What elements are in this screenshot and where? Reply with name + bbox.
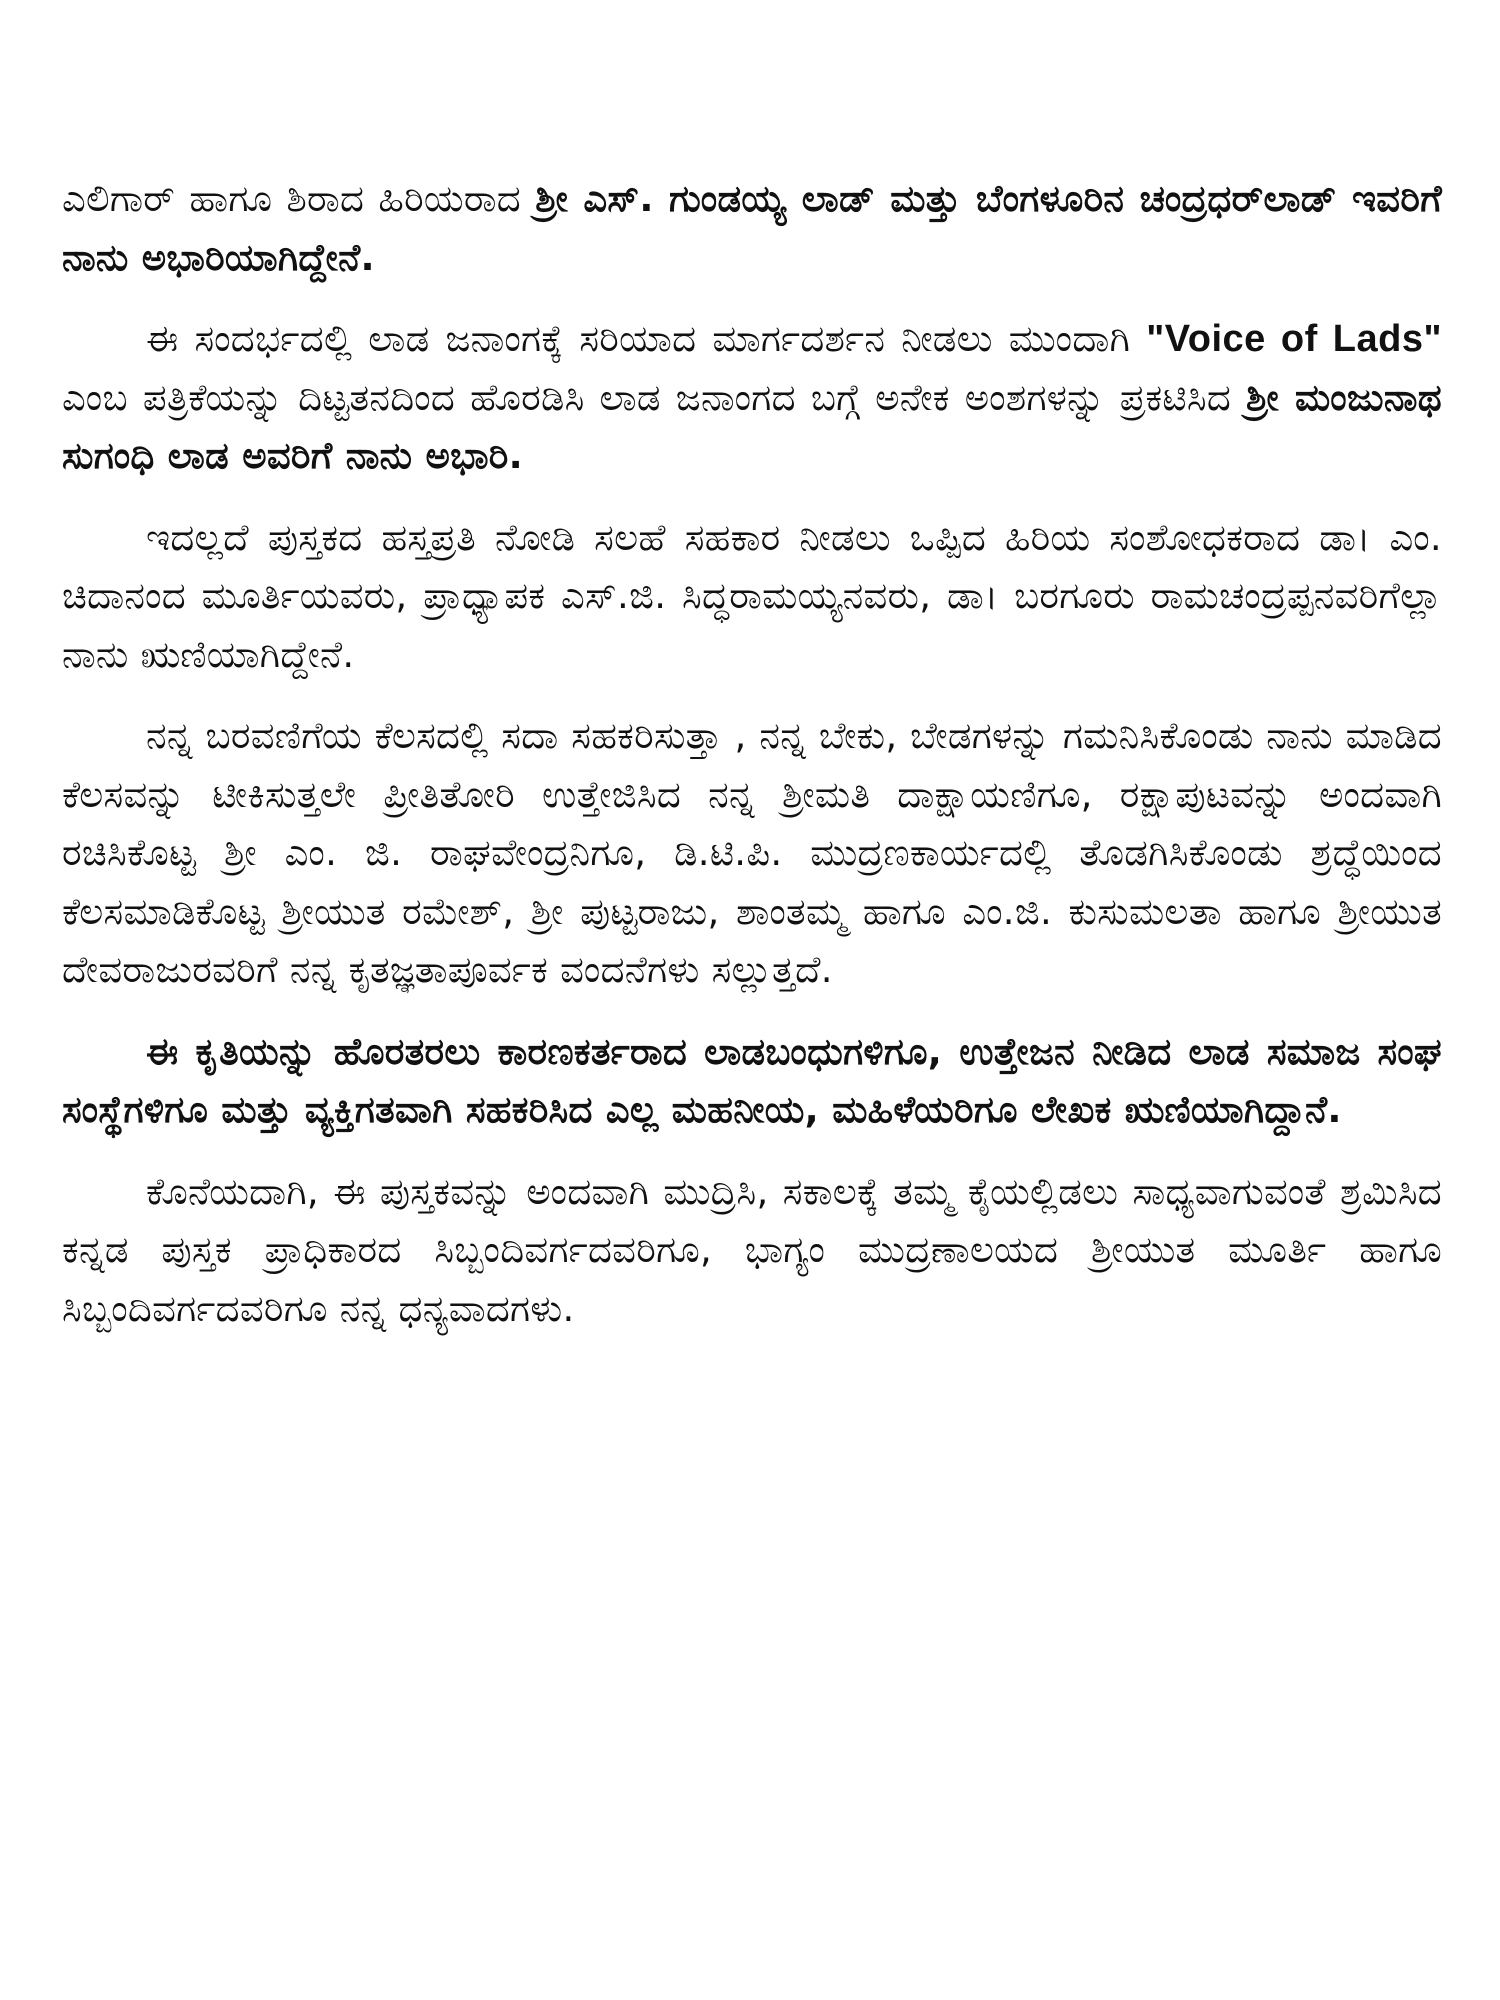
paragraph-2-text-a: ಈ ಸಂದರ್ಭದಲ್ಲಿ ಲಾಡ ಜನಾಂಗಕ್ಕೆ ಸರಿಯಾದ ಮಾರ್ಗದರ್ಶನ ನೀಡಲು ಮುಂದಾಗಿ (146, 317, 1147, 360)
paragraph-researchers: ಇದಲ್ಲದೆ ಪುಸ್ತಕದ ಹಸ್ತಪ್ರತಿ ನೋಡಿ ಸಲಹೆ ಸಹಕಾರ ನೀಡಲು ಒಪ್ಪಿದ ಹಿರಿಯ ಸಂಶೋಧಕರಾದ ಡಾ। ಎಂ. ಚಿದಾನಂದ ಮೂರ್ತಿಯವರು, ಪ್ರಾಧ್ಯಾಪಕ ಎಸ್.ಜಿ. ಸಿದ್ಧರಾಮಯ್ಯನವರು, ಡಾ। ಬರಗೂರು ರಾಮಚಂದ್ರಪ್ಪನವರಿಗೆಲ್ಲಾ ನಾನು ಋಣಿಯಾಗಿದ್ದೇನೆ. (62, 515, 1442, 676)
paragraph-publisher-thanks: ಕೊನೆಯದಾಗಿ, ಈ ಪುಸ್ತಕವನ್ನು ಅಂದವಾಗಿ ಮುದ್ರಿಸಿ, ಸಕಾಲಕ್ಕೆ ತಮ್ಮ ಕೈಯಲ್ಲಿಡಲು ಸಾಧ್ಯವಾಗುವಂತೆ ಶ್ರಮಿಸಿದ ಕನ್ನಡ ಪುಸ್ತಕ ಪ್ರಾಧಿಕಾರದ ಸಿಬ್ಬಂದಿವರ್ಗದವರಿಗೂ, ಭಾಗ್ಯಂ ಮುದ್ರಣಾಲಯದ ಶ್ರೀಯುತ ಮೂರ್ತಿ ಹಾಗೂ ಸಿಬ್ಬಂದಿವರ್ಗದವರಿಗೂ ನನ್ನ ಧನ್ಯವಾದಗಳು. (62, 1169, 1442, 1330)
document-page (62, 170, 1442, 1361)
publication-title: "Voice of Lads" (1146, 318, 1442, 360)
paragraph-community-thanks: ಈ ಕೃತಿಯನ್ನು ಹೊರತರಲು ಕಾರಣಕರ್ತರಾದ ಲಾಡಬಂಧುಗಳಿಗೂ, ಉತ್ತೇಜನ ನೀಡಿದ ಲಾಡ ಸಮಾಜ ಸಂಘ ಸಂಸ್ಥೆಗಳಿಗೂ ಮತ್ತು ವ್ಯಕ್ತಿಗತವಾಗಿ ಸಹಕರಿಸಿದ ಎಲ್ಲ ಮಹನೀಯ, ಮಹಿಳೆಯರಿಗೂ ಲೇಖಕ ಋಣಿಯಾಗಿದ್ದಾನೆ. (62, 1029, 1442, 1131)
paragraph-2-name: ಶ್ರೀ ಮಂಜುನಾಥ ಸುಗಂಧಿ ಲಾಡ ಅವರಿಗೆ ನಾನು ಅಭಾರಿ. (62, 375, 1442, 477)
paragraph-2-text-c: ಎಂಬ ಪತ್ರಿಕೆಯನ್ನು ದಿಟ್ಟತನದಿಂದ ಹೊರಡಿಸಿ ಲಾಡ ಜನಾಂಗದ ಬಗ್ಗೆ ಅನೇಕ ಅಂಶಗಳನ್ನು ಪ್ರಕಟಿಸಿದ (62, 375, 1247, 419)
paragraph-voice-of-lads (62, 310, 1442, 486)
paragraph-thanks-gundayya-lad (62, 170, 1442, 287)
paragraph-family-and-staff: ನನ್ನ ಬರವಣಿಗೆಯ ಕೆಲಸದಲ್ಲಿ ಸದಾ ಸಹಕರಿಸುತ್ತಾ , ನನ್ನ ಬೇಕು, ಬೇಡಗಳನ್ನು ಗಮನಿಸಿಕೊಂಡು ನಾನು ಮಾಡಿದ ಕೆಲಸವನ್ನು ಟೀಕಿಸುತ್ತಲೇ ಪ್ರೀತಿತೋರಿ ಉತ್ತೇಜಿಸಿದ ನನ್ನ ಶ್ರೀಮತಿ ದಾಕ್ಷಾಯಣಿಗೂ, ರಕ್ಷಾಪುಟವನ್ನು ಅಂದವಾಗಿ ರಚಿಸಿಕೊಟ್ಟ ಶ್ರೀ ಎಂ. ಜಿ. ರಾಘವೇಂದ್ರನಿಗೂ, ಡಿ.ಟಿ.ಪಿ. ಮುದ್ರಣಕಾರ್ಯದಲ್ಲಿ ತೊಡಗಿಸಿಕೊಂಡು ಶ್ರದ್ಧೆಯಿಂದ ಕೆಲಸಮಾಡಿಕೊಟ್ಟ ಶ್ರೀಯುತ ರಮೇಶ್, ಶ್ರೀ ಪುಟ್ಟರಾಜು, ಶಾಂತಮ್ಮ ಹಾಗೂ ಎಂ.ಜಿ. ಕುಸುಮಲತಾ ಹಾಗೂ ಶ್ರೀಯುತ ದೇವರಾಜುರವರಿಗೆ ನನ್ನ ಕೃತಜ್ಞತಾಪೂರ್ವಕ ವಂದನೆಗಳು ಸಲ್ಲುತ್ತದೆ. (62, 714, 1442, 991)
paragraph-1-text: ಎಲಿಗಾರ್ ಹಾಗೂ ಶಿರಾದ ಹಿರಿಯರಾದ (62, 177, 536, 220)
paragraph-1-names: ಶ್ರೀ ಎಸ್. ಗುಂಡಯ್ಯ ಲಾಡ್ ಮತ್ತು ಬೆಂಗಳೂರಿನ ಚಂದ್ರಧರ್‌ಲಾಡ್ ಇವರಿಗೆ ನಾನು ಅಭಾರಿಯಾಗಿದ್ದೇನೆ. (62, 177, 1442, 279)
